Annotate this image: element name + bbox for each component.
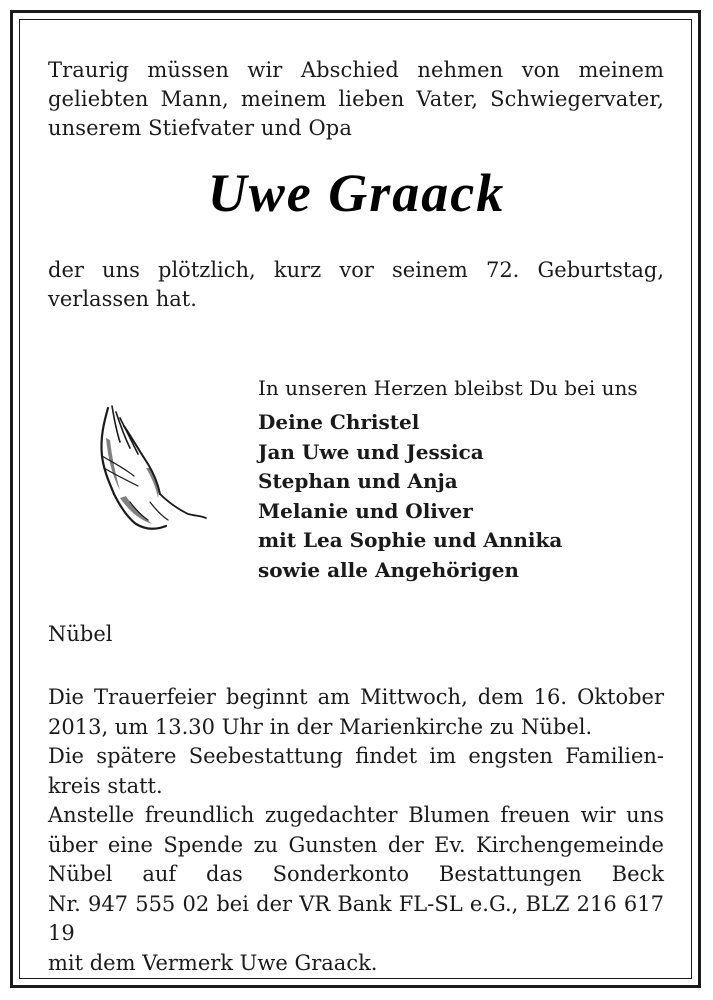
praying-hands-icon [90, 398, 210, 538]
mourner-6: sowie alle Angehörigen [258, 557, 519, 582]
details-line-4: kreis statt. [48, 773, 163, 798]
ceremony-details [48, 683, 664, 978]
details-line-8: Nr. 947 555 02 bei der VR Bank FL-SL e.G., BLZ 216 617 19 [48, 891, 664, 945]
mourner-3: Stephan und Anja [258, 469, 458, 493]
mourner-1: Deine Christel [258, 410, 420, 434]
intro-line-2: geliebten Mann, meinem lieben Vater, Schwiegervater, [48, 87, 664, 111]
details-line-2: 2013, um 13.30 Uhr in der Marienkirche zu Nübel. [48, 714, 593, 739]
mourner-5: mit Lea Sophie und Annika [258, 528, 563, 552]
deceased-name: Uwe Graack [207, 163, 506, 223]
memorial-phrase: In unseren Herzen bleibst Du bei uns [258, 376, 638, 400]
mourner-4: Melanie und Oliver [258, 498, 473, 523]
details-line-5: Anstelle freundlich zugedachter Blumen freuen wir uns [48, 803, 664, 827]
mourners-list [258, 408, 678, 585]
details-line-9: mit dem Vermerk Uwe Graack. [48, 950, 378, 975]
passing-text [48, 256, 664, 314]
intro-line-3: unserem Stiefvater und Opa [48, 116, 352, 140]
intro-line-1: Traurig müssen wir Abschied nehmen von meinem [48, 58, 664, 82]
details-line-1: Die Trauerfeier beginnt am Mittwoch, dem 16. Oktober [48, 685, 664, 709]
intro-text [48, 56, 664, 143]
passing-line-1: der uns plötzlich, kurz vor seinem 72. Geburtstag, [48, 258, 664, 282]
passing-line-2: verlassen hat. [48, 287, 197, 311]
details-line-3: Die spätere Seebestattung findet im engsten Familien- [48, 744, 664, 768]
mourner-2: Jan Uwe und Jessica [258, 439, 484, 464]
details-line-6: über eine Spende zu Gunsten der Ev. Kirchengemeinde [48, 832, 664, 857]
details-line-7: Nübel auf das Sonderkonto Bestattungen Beck [48, 862, 664, 886]
place-name: Nübel [48, 622, 113, 646]
